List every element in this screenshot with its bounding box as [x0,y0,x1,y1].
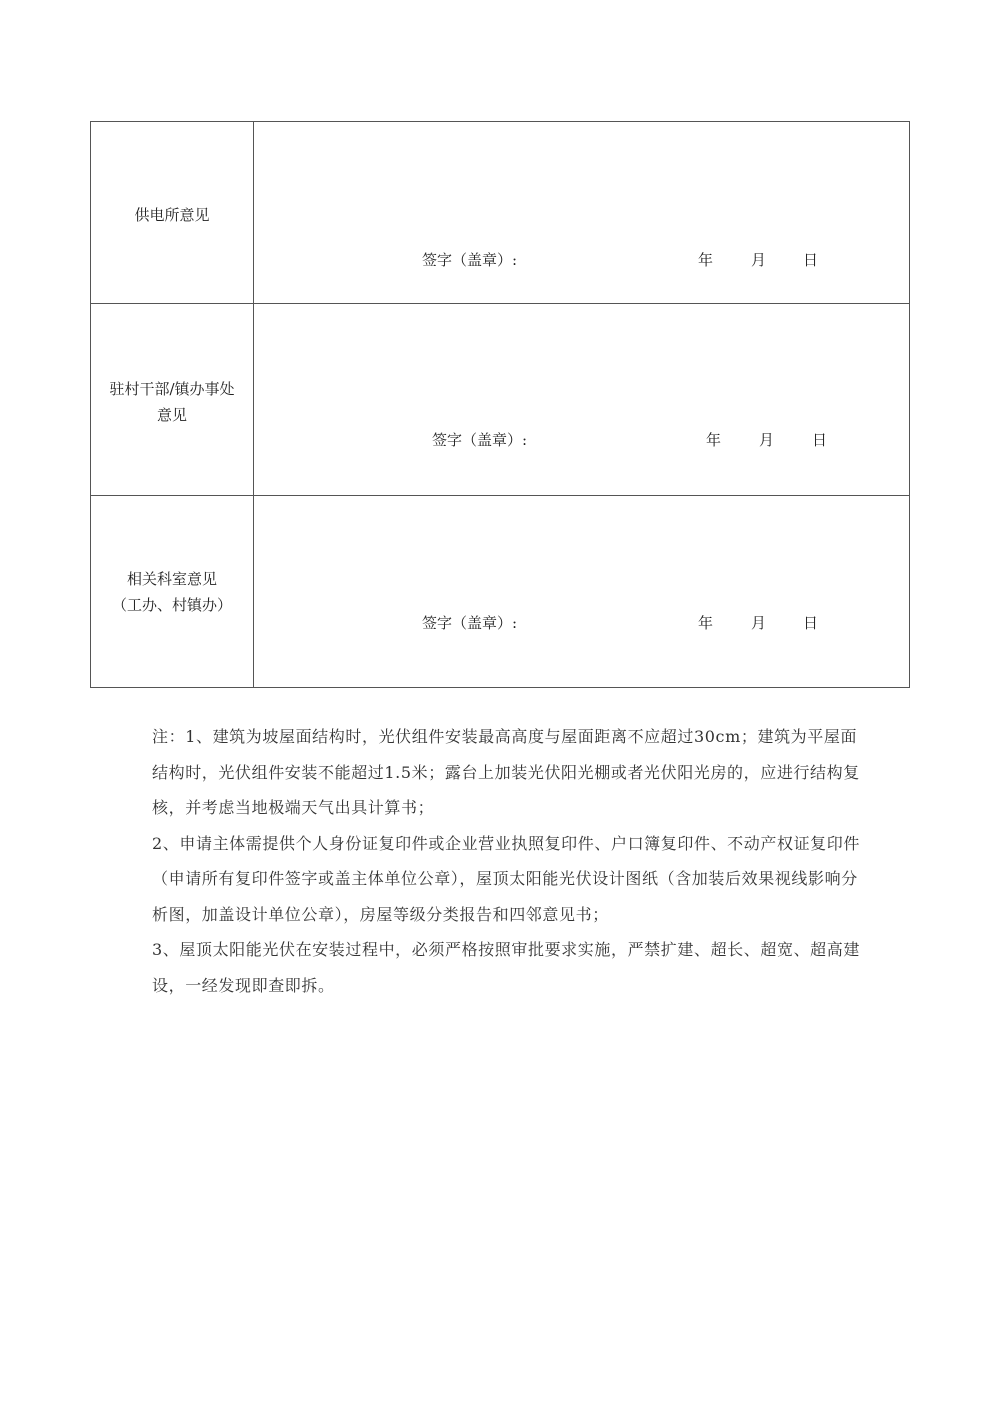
row-label [91,566,253,618]
note-paragraph: 3、屋顶太阳能光伏在安装过程中，必须严格按照审批要求实施，严禁扩建、超长、超宽、超高建设，一经发现即查即拆。 [152,940,860,995]
row-label-line: 相关科室意见 [126,570,217,588]
signature-label: 签字（盖章）: [432,431,528,449]
label-cell [91,304,254,496]
month-label: 月 [751,614,767,632]
label-cell [91,122,254,304]
table-row-related-department [91,496,910,688]
month-label: 月 [751,251,767,269]
row-label [91,376,253,428]
opinion-cell[interactable] [254,304,910,496]
opinion-cell[interactable] [254,496,910,688]
year-label: 年 [698,251,714,269]
signature-label: 签字（盖章）: [422,614,518,632]
row-label-line: 意见 [156,406,187,424]
note-paragraph: 注：1、建筑为坡屋面结构时，光伏组件安装最高高度与屋面距离不应超过30cm；建筑为平屋面结构时，光伏组件安装不能超过1.5米；露台上加装光伏阳光棚或者光伏阳光房的，应进行结构复核，并考虑当地极端天气出具计算书； [152,727,860,817]
table-row-power-station [91,122,910,304]
signature-label: 签字（盖章）: [422,251,518,269]
opinion-cell[interactable] [254,122,910,304]
row-label [91,202,253,228]
notes-section [152,719,862,1003]
note-paragraph: 2、申请主体需提供个人身份证复印件或企业营业执照复印件、户口簿复印件、不动产权证复印件（申请所有复印件签字或盖主体单位公章），屋顶太阳能光伏设计图纸（含加装后效果视线影响分析图，加盖设计单位公章），房屋等级分类报告和四邻意见书； [152,833,860,924]
approval-table [90,121,910,688]
row-label-line: 供电所意见 [134,206,210,224]
row-label-line: （工办、村镇办） [111,596,232,614]
day-label: 日 [812,431,828,449]
label-cell [91,496,254,688]
day-label: 日 [803,614,819,632]
year-label: 年 [698,614,714,632]
year-label: 年 [706,431,722,449]
month-label: 月 [759,431,775,449]
row-label-line: 驻村干部/镇办事处 [109,380,235,398]
table-row-village-cadre [91,304,910,496]
day-label: 日 [803,251,819,269]
